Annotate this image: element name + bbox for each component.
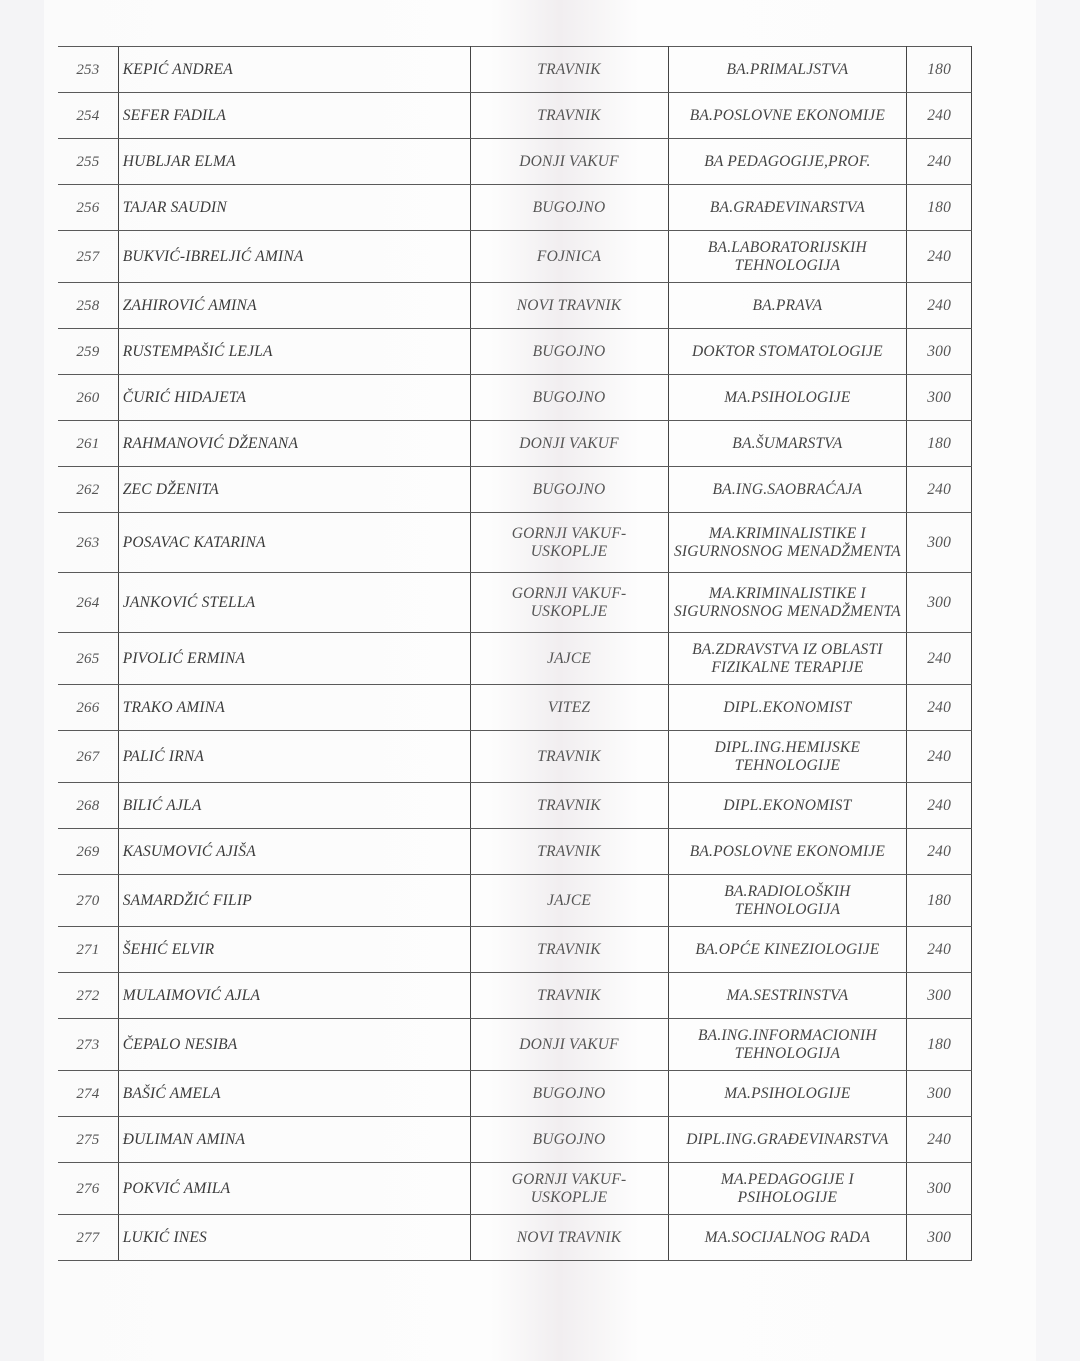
study-program: BA.ING.INFORMACIONIH TEHNOLOGIJA (668, 1019, 907, 1071)
applicant-name: SEFER FADILA (118, 93, 470, 139)
municipality: GORNJI VAKUF-USKOPLJE (470, 573, 668, 633)
study-program: MA.SESTRINSTVA (668, 973, 907, 1019)
study-program: DIPL.ING.HEMIJSKE TEHNOLOGIJE (668, 731, 907, 783)
municipality: TRAVNIK (470, 93, 668, 139)
table-row (58, 1071, 972, 1117)
row-number: 258 (58, 283, 118, 329)
applicant-name: ZEC DŽENITA (118, 467, 470, 513)
row-number: 267 (58, 731, 118, 783)
ects-credits: 240 (907, 231, 972, 283)
ects-credits: 240 (907, 467, 972, 513)
applicant-name: RUSTEMPAŠIĆ LEJLA (118, 329, 470, 375)
row-number: 262 (58, 467, 118, 513)
applicant-name: ČEPALO NESIBA (118, 1019, 470, 1071)
row-number: 273 (58, 1019, 118, 1071)
study-program: BA.GRAĐEVINARSTVA (668, 185, 907, 231)
row-number: 277 (58, 1215, 118, 1261)
ects-credits: 180 (907, 47, 972, 93)
applicant-name: POKVIĆ AMILA (118, 1163, 470, 1215)
municipality: TRAVNIK (470, 783, 668, 829)
ects-credits: 240 (907, 93, 972, 139)
municipality: BUGOJNO (470, 467, 668, 513)
row-number: 275 (58, 1117, 118, 1163)
applicant-name: BILIĆ AJLA (118, 783, 470, 829)
study-program: MA.PEDAGOGIJE I PSIHOLOGIJE (668, 1163, 907, 1215)
table-row (58, 47, 972, 93)
table-row (58, 1215, 972, 1261)
table-row (58, 283, 972, 329)
ects-credits: 240 (907, 829, 972, 875)
municipality: TRAVNIK (470, 829, 668, 875)
municipality: TRAVNIK (470, 973, 668, 1019)
ects-credits: 180 (907, 875, 972, 927)
applicant-name: ĐULIMAN AMINA (118, 1117, 470, 1163)
row-number: 257 (58, 231, 118, 283)
municipality: FOJNICA (470, 231, 668, 283)
ects-credits: 240 (907, 685, 972, 731)
table-row (58, 329, 972, 375)
row-number: 261 (58, 421, 118, 467)
municipality: NOVI TRAVNIK (470, 1215, 668, 1261)
table-row (58, 973, 972, 1019)
ects-credits: 300 (907, 1163, 972, 1215)
study-program: MA.PSIHOLOGIJE (668, 375, 907, 421)
municipality: TRAVNIK (470, 47, 668, 93)
municipality: BUGOJNO (470, 1071, 668, 1117)
study-program: BA.PRIMALJSTVA (668, 47, 907, 93)
ects-credits: 240 (907, 633, 972, 685)
ects-credits: 300 (907, 573, 972, 633)
ects-credits: 240 (907, 731, 972, 783)
row-number: 276 (58, 1163, 118, 1215)
page-margin (1036, 0, 1080, 1361)
applicant-name: TAJAR SAUDIN (118, 185, 470, 231)
table-row (58, 685, 972, 731)
study-program: BA.RADIOLOŠKIH TEHNOLOGIJA (668, 875, 907, 927)
study-program: DIPL.ING.GRAĐEVINARSTVA (668, 1117, 907, 1163)
table-row (58, 1019, 972, 1071)
ects-credits: 180 (907, 421, 972, 467)
municipality: TRAVNIK (470, 927, 668, 973)
ects-credits: 240 (907, 139, 972, 185)
row-number: 271 (58, 927, 118, 973)
applicant-name: JANKOVIĆ STELLA (118, 573, 470, 633)
applicant-name: ZAHIROVIĆ AMINA (118, 283, 470, 329)
row-number: 256 (58, 185, 118, 231)
applicant-name: HUBLJAR ELMA (118, 139, 470, 185)
study-program: BA.ŠUMARSTVA (668, 421, 907, 467)
row-number: 270 (58, 875, 118, 927)
applicant-name: SAMARDŽIĆ FILIP (118, 875, 470, 927)
row-number: 254 (58, 93, 118, 139)
applicant-name: BAŠIĆ AMELA (118, 1071, 470, 1117)
applicant-name: KEPIĆ ANDREA (118, 47, 470, 93)
table-row (58, 1163, 972, 1215)
ects-credits: 240 (907, 783, 972, 829)
study-program: BA.OPĆE KINEZIOLOGIJE (668, 927, 907, 973)
study-program: MA.KRIMINALISTIKE I SIGURNOSNOG MENADŽMENTA (668, 513, 907, 573)
ects-credits: 300 (907, 1071, 972, 1117)
row-number: 263 (58, 513, 118, 573)
municipality: BUGOJNO (470, 1117, 668, 1163)
municipality: DONJI VAKUF (470, 421, 668, 467)
study-program: DIPL.EKONOMIST (668, 685, 907, 731)
municipality: BUGOJNO (470, 375, 668, 421)
municipality: BUGOJNO (470, 185, 668, 231)
row-number: 253 (58, 47, 118, 93)
study-program: MA.SOCIJALNOG RADA (668, 1215, 907, 1261)
table-row (58, 467, 972, 513)
municipality: DONJI VAKUF (470, 1019, 668, 1071)
study-program: MA.PSIHOLOGIJE (668, 1071, 907, 1117)
table-row (58, 231, 972, 283)
ects-credits: 300 (907, 513, 972, 573)
table-row (58, 573, 972, 633)
ects-credits: 240 (907, 1117, 972, 1163)
ects-credits: 240 (907, 927, 972, 973)
municipality: JAJCE (470, 875, 668, 927)
applicant-name: POSAVAC KATARINA (118, 513, 470, 573)
municipality: NOVI TRAVNIK (470, 283, 668, 329)
municipality: TRAVNIK (470, 731, 668, 783)
applicant-name: KASUMOVIĆ AJIŠA (118, 829, 470, 875)
ects-credits: 240 (907, 283, 972, 329)
ects-credits: 180 (907, 1019, 972, 1071)
table-row (58, 513, 972, 573)
row-number: 269 (58, 829, 118, 875)
applicant-name: ŠEHIĆ ELVIR (118, 927, 470, 973)
row-number: 272 (58, 973, 118, 1019)
ects-credits: 300 (907, 375, 972, 421)
study-program: BA.POSLOVNE EKONOMIJE (668, 829, 907, 875)
municipality: GORNJI VAKUF-USKOPLJE (470, 513, 668, 573)
applicant-name: PIVOLIĆ ERMINA (118, 633, 470, 685)
municipality: DONJI VAKUF (470, 139, 668, 185)
ects-credits: 300 (907, 973, 972, 1019)
row-number: 264 (58, 573, 118, 633)
applicants-table (58, 46, 972, 1261)
study-program: BA.ZDRAVSTVA IZ OBLASTI FIZIKALNE TERAPIJE (668, 633, 907, 685)
table-row (58, 375, 972, 421)
row-number: 259 (58, 329, 118, 375)
study-program: BA.ING.SAOBRAĆAJA (668, 467, 907, 513)
table-row (58, 829, 972, 875)
study-program: BA.POSLOVNE EKONOMIJE (668, 93, 907, 139)
row-number: 268 (58, 783, 118, 829)
applicant-name: ČURIĆ HIDAJETA (118, 375, 470, 421)
study-program: DOKTOR STOMATOLOGIJE (668, 329, 907, 375)
ects-credits: 300 (907, 329, 972, 375)
table-row (58, 875, 972, 927)
table-row (58, 421, 972, 467)
municipality: JAJCE (470, 633, 668, 685)
table-row (58, 633, 972, 685)
table-row (58, 927, 972, 973)
table-row (58, 139, 972, 185)
table-row (58, 731, 972, 783)
applicant-name: PALIĆ IRNA (118, 731, 470, 783)
municipality: GORNJI VAKUF-USKOPLJE (470, 1163, 668, 1215)
study-program: BA.LABORATORIJSKIH TEHNOLOGIJA (668, 231, 907, 283)
applicant-name: MULAIMOVIĆ AJLA (118, 973, 470, 1019)
row-number: 265 (58, 633, 118, 685)
municipality: VITEZ (470, 685, 668, 731)
study-program: DIPL.EKONOMIST (668, 783, 907, 829)
applicant-name: LUKIĆ INES (118, 1215, 470, 1261)
ects-credits: 300 (907, 1215, 972, 1261)
row-number: 260 (58, 375, 118, 421)
study-program: MA.KRIMINALISTIKE I SIGURNOSNOG MENADŽMENTA (668, 573, 907, 633)
applicant-name: BUKVIĆ-IBRELJIĆ AMINA (118, 231, 470, 283)
table-row (58, 1117, 972, 1163)
study-program: BA PEDAGOGIJE,PROF. (668, 139, 907, 185)
table-row (58, 185, 972, 231)
ects-credits: 180 (907, 185, 972, 231)
row-number: 255 (58, 139, 118, 185)
applicant-name: TRAKO AMINA (118, 685, 470, 731)
table-row (58, 93, 972, 139)
study-program: BA.PRAVA (668, 283, 907, 329)
applicant-name: RAHMANOVIĆ DŽENANA (118, 421, 470, 467)
row-number: 266 (58, 685, 118, 731)
table-body (58, 47, 972, 1261)
table-row (58, 783, 972, 829)
municipality: BUGOJNO (470, 329, 668, 375)
row-number: 274 (58, 1071, 118, 1117)
